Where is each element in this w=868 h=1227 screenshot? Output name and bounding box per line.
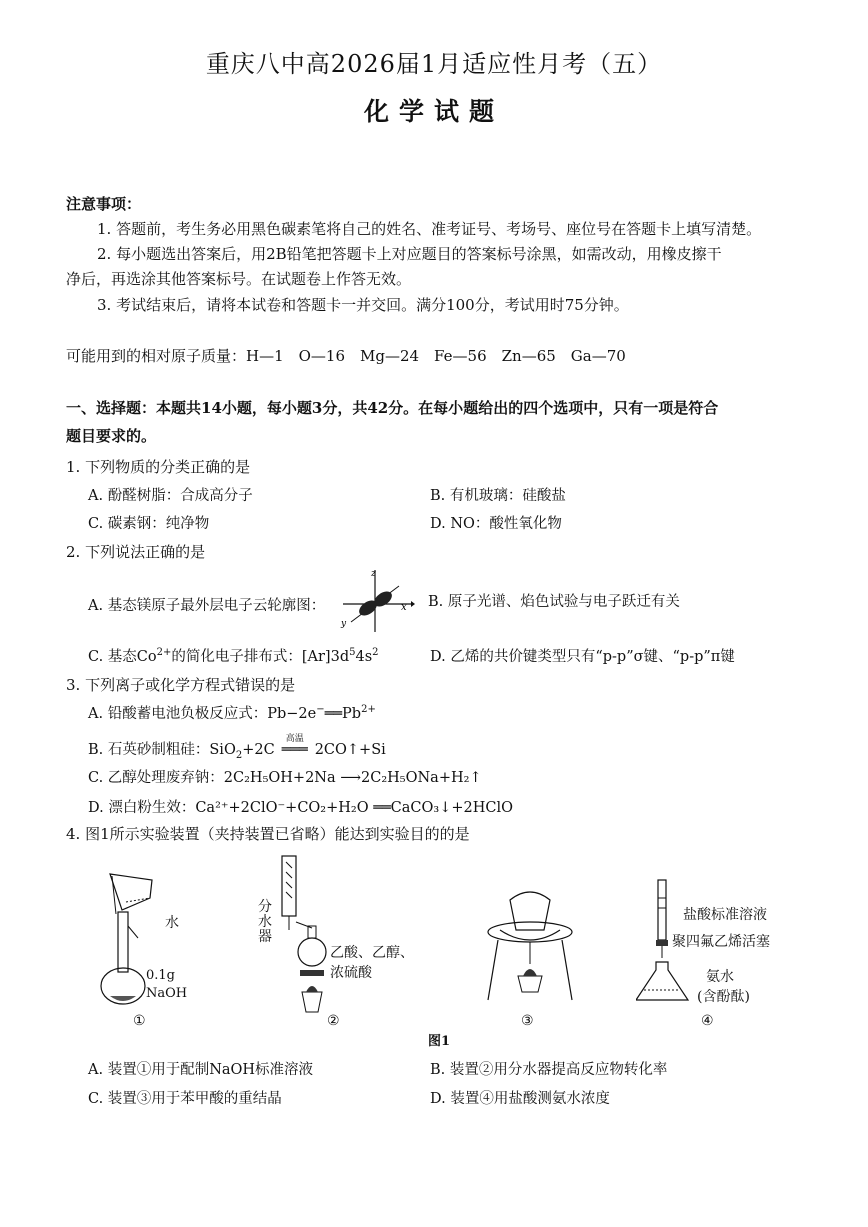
q1-option-d: D. NO：酸性氧化物 bbox=[430, 516, 562, 532]
apparatus-2-water-separator bbox=[272, 852, 352, 1022]
exam-subtitle: 化学试题 bbox=[363, 97, 504, 126]
q3-option-b: B. 石英砂制粗硅：SiO$_2$+2C 高温 ═══ 2CO↑+Si bbox=[88, 738, 386, 761]
notice-heading: 注意事项： bbox=[66, 195, 142, 213]
label-phenolphthalein: (含酚酞) bbox=[697, 989, 750, 1005]
q4-option-d: D. 装置④用盐酸测氨水浓度 bbox=[430, 1091, 610, 1107]
notice-item-2-cont: 净后，再选涂其他答案标号。在试题卷上作答无效。 bbox=[66, 270, 412, 288]
axis-y-label: y bbox=[341, 619, 347, 629]
electron-cloud-diagram bbox=[335, 566, 415, 636]
q4-option-a: A. 装置①用于配制NaOH标准溶液 bbox=[88, 1062, 314, 1078]
apparatus-4-number: ④ bbox=[701, 1013, 714, 1029]
q1-option-a: A. 酚醛树脂：合成高分子 bbox=[88, 488, 253, 504]
axis-z-label: z bbox=[371, 569, 376, 579]
q3-option-a: A. 铅酸蓄电池负极反应式：$Pb-2e^-══Pb^{2+}$ bbox=[88, 704, 376, 722]
label-ammonia: 氨水 bbox=[706, 969, 734, 985]
label-water-separator: 分水器 bbox=[258, 899, 272, 945]
notice-item-1: 1. 答题前，考生务必用黑色碳素笔将自己的姓名、准考证号、考场号、座位号在答题卡上填写清楚。 bbox=[97, 220, 762, 238]
label-naoh: NaOH bbox=[146, 986, 188, 1001]
label-reagents-1: 乙酸、乙醇、 bbox=[330, 945, 414, 961]
notice-item-3: 3. 考试结束后，请将本试卷和答题卡一并交回。满分100分，考试用时75分钟。 bbox=[97, 296, 629, 314]
atomic-mass-line: 可能用到的相对原子质量：H—1 O—16 Mg—24 Fe—56 Zn—65 Ga—70 bbox=[66, 347, 626, 365]
q4-option-b: B. 装置②用分水器提高反应物转化率 bbox=[430, 1062, 668, 1078]
apparatus-3-number: ③ bbox=[521, 1013, 534, 1029]
q3-option-d: D. 漂白粉生效：Ca²⁺+2ClO⁻+CO₂+H₂O ══CaCO₃↓+2HClO bbox=[88, 800, 514, 816]
apparatus-3-tripod-dish bbox=[480, 880, 580, 1005]
label-water: 水 bbox=[165, 915, 179, 931]
notice-item-2: 2. 每小题选出答案后，用2B铅笔把答题卡上对应题目的答案标号涂黑，如需改动，用橡皮擦干 bbox=[97, 245, 722, 263]
q4-stem: 4. 图1所示实验装置（夹持装置已省略）能达到实验目的的是 bbox=[66, 825, 470, 843]
q2-option-a: A. 基态镁原子最外层电子云轮廓图： bbox=[88, 598, 326, 614]
section-1-heading: 一、选择题：本题共14小题，每小题3分，共42分。在每小题给出的四个选项中，只有一项是符合 bbox=[66, 399, 719, 417]
q3-option-c: C. 乙醇处理废弃钠：2C₂H₅OH+2Na ⟶2C₂H₅ONa+H₂↑ bbox=[88, 770, 482, 786]
figure-caption: 图1 bbox=[428, 1034, 451, 1049]
q2-option-d: D. 乙烯的共价键类型只有“p-p”σ键、“p-p”π键 bbox=[430, 649, 735, 665]
label-ptfe-stopcock: 聚四氟乙烯活塞 bbox=[672, 934, 770, 950]
exam-title: 重庆八中高2026届1月适应性月考（五） bbox=[205, 50, 663, 78]
q4-option-c: C. 装置③用于苯甲酸的重结晶 bbox=[88, 1091, 282, 1107]
q1-option-c: C. 碳素钢：纯净物 bbox=[88, 516, 210, 532]
reaction-condition: 高温 bbox=[285, 734, 304, 744]
label-hcl-standard: 盐酸标准溶液 bbox=[683, 907, 767, 923]
label-naoh-mass: 0.1g bbox=[146, 968, 175, 983]
q2-stem: 2. 下列说法正确的是 bbox=[66, 543, 206, 561]
q3-stem: 3. 下列离子或化学方程式错误的是 bbox=[66, 676, 296, 694]
apparatus-2-number: ② bbox=[327, 1013, 340, 1029]
axis-x-label: x bbox=[401, 602, 407, 613]
q1-stem: 1. 下列物质的分类正确的是 bbox=[66, 458, 251, 476]
q2-option-c: C. 基态$Co^{2+}$的简化电子排布式：$[Ar]3d^54s^2$ bbox=[88, 647, 379, 665]
label-reagents-2: 浓硫酸 bbox=[330, 965, 372, 981]
apparatus-1-number: ① bbox=[133, 1013, 146, 1029]
q1-option-b: B. 有机玻璃：硅酸盐 bbox=[430, 488, 566, 504]
q2-option-b: B. 原子光谱、焰色试验与电子跃迁有关 bbox=[428, 594, 680, 610]
section-1-heading-cont: 题目要求的。 bbox=[66, 427, 157, 445]
